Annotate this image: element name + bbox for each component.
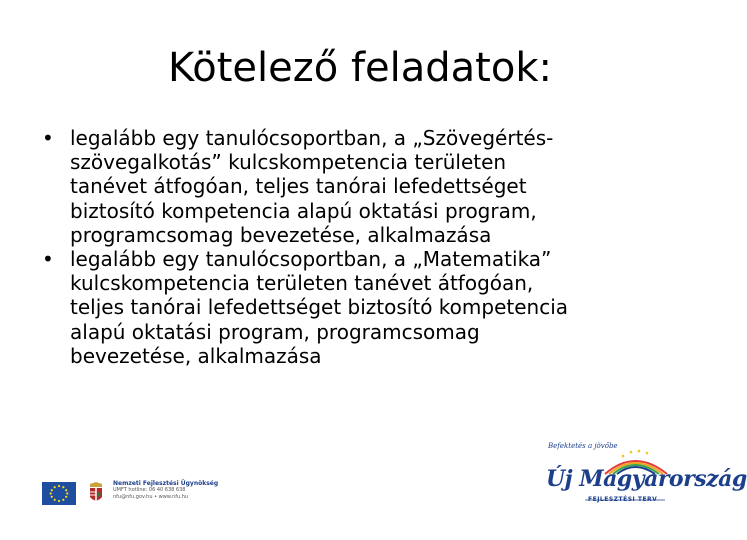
bullet-dot: • <box>42 247 54 272</box>
hungarian-crest-icon <box>82 481 112 507</box>
bullet-item-1 <box>40 126 680 247</box>
bullet-dot: • <box>42 126 54 150</box>
logo-slogan: Befektetés a jövőbe <box>548 442 618 450</box>
agency-info <box>113 480 233 501</box>
agency-name: Nemzeti Fejlesztési Ügynökség <box>113 480 219 487</box>
bullet-line: bevezetése, alkalmazása <box>70 343 322 368</box>
slide-title: Kötelező feladatok: <box>168 45 552 91</box>
bullet-line: alapú oktatási program, programcsomag <box>70 319 480 344</box>
agency-contact: nfu@nfu.gov.hu • www.nfu.hu <box>113 494 189 500</box>
bullet-line: teljes tanórai lefedettséget biztosító kompetencia <box>70 295 569 320</box>
bullet-line: legalább egy tanulócsoportban, a „Szövegértés- <box>70 126 554 150</box>
logo-subtitle: FEJLESZTÉSI TERV <box>588 496 658 503</box>
slide-footer <box>0 430 747 540</box>
bullet-line: legalább egy tanulócsoportban, a „Matematika” <box>70 247 552 272</box>
bullet-line: kulcskompetencia területen tanévet átfogóan, <box>70 271 534 296</box>
bullet-line: szövegalkotás” kulcskompetencia területen <box>70 150 507 175</box>
logo-name: Új Magyarország <box>546 466 747 492</box>
bullet-item-2 <box>40 247 680 368</box>
bullet-line: biztosító kompetencia alapú oktatási program, <box>70 198 537 223</box>
eu-flag-icon <box>42 482 76 505</box>
bullet-list <box>40 126 680 368</box>
bullet-line: tanévet átfogóan, teljes tanórai lefedettséget <box>70 174 527 199</box>
agency-hotline: UMFT hotline: 06 40 638 638 <box>113 487 186 493</box>
bullet-line: programcsomag bevezetése, alkalmazása <box>70 222 492 247</box>
